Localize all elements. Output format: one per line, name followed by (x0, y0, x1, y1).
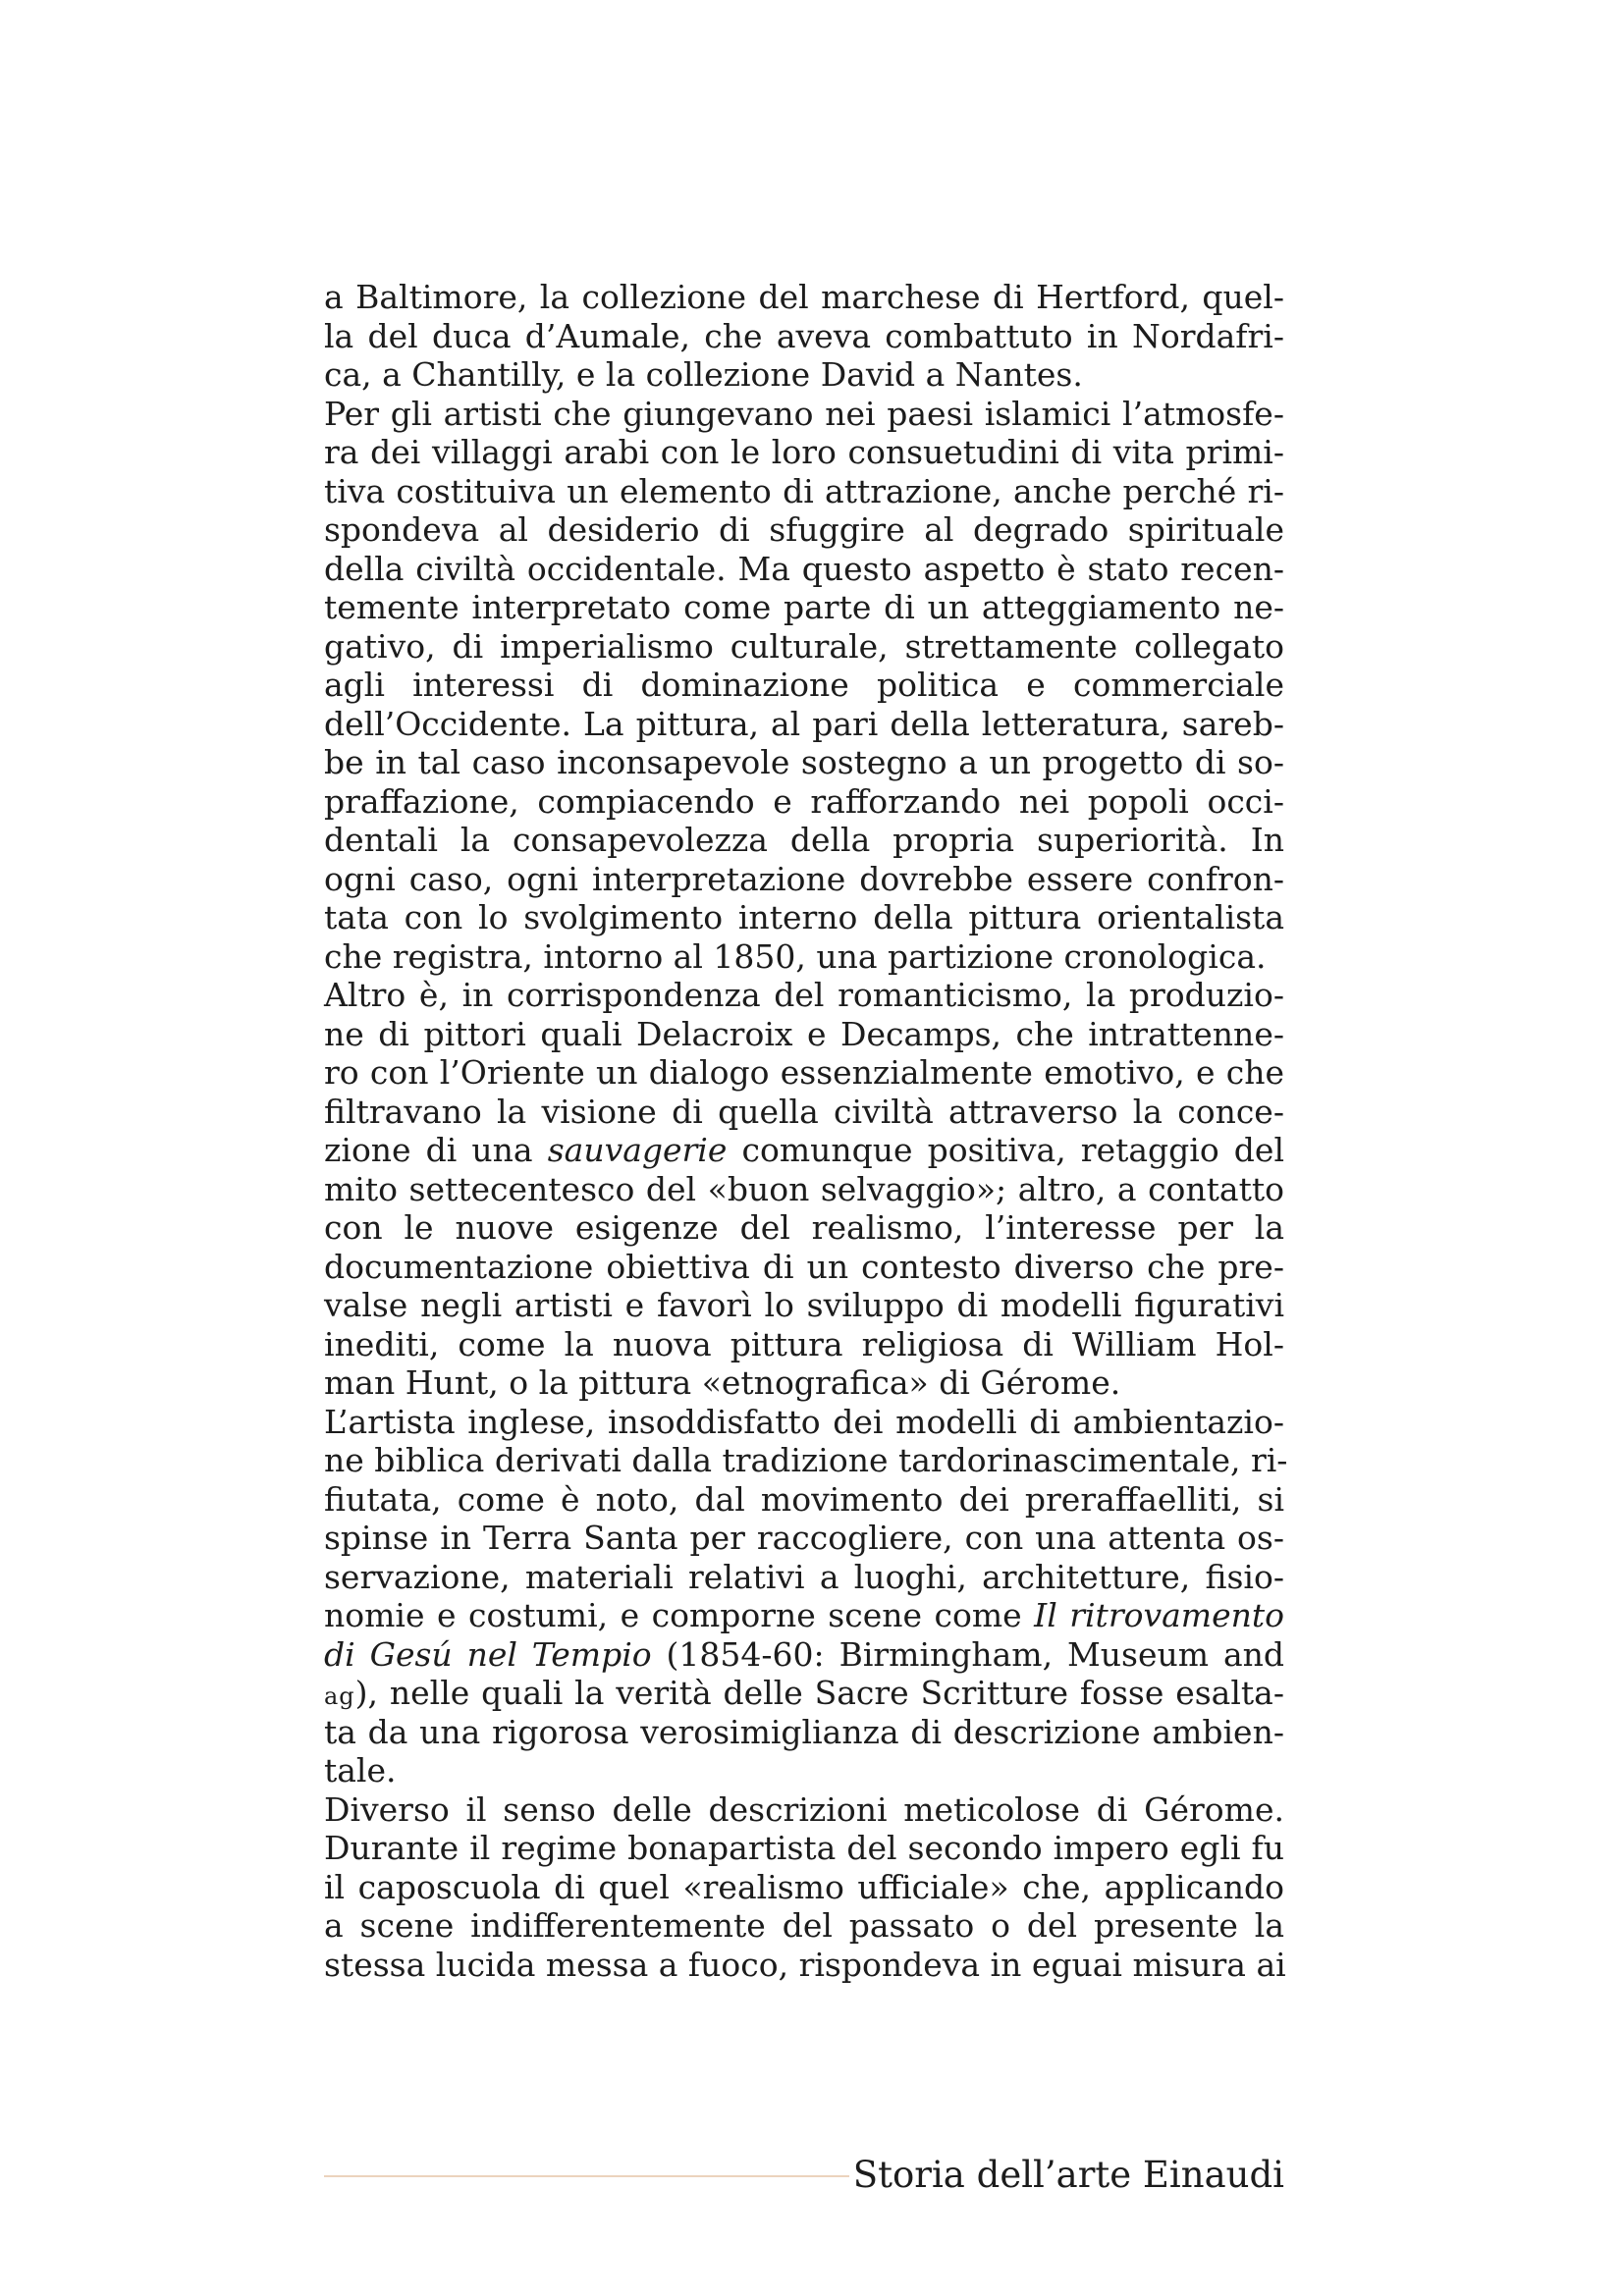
text-line: inediti, come la nuova pittura religiosa di William Hol- (324, 1324, 1284, 1363)
text-line: servazione, materiali relativi a luoghi, architetture, fisio- (324, 1557, 1284, 1596)
text-line: man Hunt, o la pittura «etnografica» di Gérome. (324, 1363, 1121, 1402)
text-line: Altro è, in corrispondenza del romanticismo, la produzio- (324, 976, 1284, 1014)
text-segment: comunque positiva, retaggio del (727, 1131, 1285, 1169)
text-line: documentazione obiettiva di un contesto diverso che pre- (324, 1247, 1284, 1286)
text-line: ro con l’Oriente un dialogo essenzialmente emotivo, e che (324, 1053, 1284, 1092)
text-line: Durante il regime bonapartista del secondo impero egli fu (324, 1829, 1284, 1867)
text-line: mito settecentesco del «buon selvaggio»; altro, a contatto (324, 1169, 1284, 1208)
text-line: tata con lo svolgimento interno della pittura orientalista (324, 898, 1284, 936)
text-line: ogni caso, ogni interpretazione dovrebbe essere confron- (324, 859, 1284, 898)
text-segment: nomie e costumi, e comporne scene come (324, 1596, 1035, 1634)
text-line: la del duca d’Aumale, che aveva combattuto in Nordafri- (324, 316, 1284, 355)
text-line: praffazione, compiacendo e rafforzando nei popoli occi- (324, 781, 1284, 821)
text-line: ca, a Chantilly, e la collezione David a Nantes. (324, 355, 1083, 394)
text-line: dell’Occidente. La pittura, al pari della letteratura, sareb- (324, 704, 1284, 743)
text-line: valse negli artisti e favorì lo sviluppo di modelli figurativi (324, 1286, 1284, 1324)
text-line: spinse in Terra Santa per raccogliere, con una attenta os- (324, 1519, 1284, 1557)
text-line: tale. (324, 1751, 397, 1789)
text-line (324, 1596, 1284, 1635)
text-line (324, 1674, 1284, 1713)
text-line: a Baltimore, la collezione del marchese di Hertford, quel- (324, 278, 1284, 316)
text-line: ra dei villaggi arabi con le loro consuetudini di vita primi- (324, 433, 1284, 471)
text-line: con le nuove esigenze del realismo, l’interesse per la (324, 1208, 1284, 1247)
italic-term: sauvagerie (547, 1131, 728, 1169)
page-footer (324, 2152, 1284, 2199)
text-line: L’artista inglese, insoddisfatto dei modelli di ambientazio- (324, 1402, 1284, 1441)
text-line: gativo, di imperialismo culturale, strettamente collegato (324, 626, 1284, 666)
text-line: della civiltà occidentale. Ma questo aspetto è stato recen- (324, 549, 1284, 588)
text-line (324, 1635, 1284, 1675)
artwork-title: Il ritrovamento (1034, 1596, 1284, 1634)
text-line: a scene indifferentemente del passato o del presente la (324, 1906, 1284, 1945)
body-text (324, 278, 1288, 1984)
text-segment: (1854-60: Birmingham, Museum and (651, 1634, 1284, 1674)
artwork-title: di Gesú nel Tempio (324, 1634, 652, 1674)
small-caps-abbr: ag (324, 1682, 355, 1710)
text-line: stessa lucida messa a fuoco, rispondeva in eguai misura ai (324, 1945, 1286, 1984)
text-line: spondeva al desiderio di sfuggire al degrado spirituale (324, 510, 1284, 549)
text-line: fiutata, come è noto, dal movimento dei preraffaelliti, si (324, 1479, 1284, 1519)
text-line: ne biblica derivati dalla tradizione tardorinascimentale, ri- (324, 1441, 1288, 1479)
text-line: tiva costituiva un elemento di attrazione, anche perché ri- (324, 471, 1284, 510)
text-line: filtravano la visione di quella civiltà attraverso la conce- (324, 1092, 1284, 1131)
text-line: ne di pittori quali Delacroix e Decamps, che intrattenne- (324, 1014, 1284, 1053)
text-line: il caposcuola di quel «realismo ufficiale» che, applicando (324, 1867, 1284, 1906)
text-line: temente interpretato come parte di un atteggiamento ne- (324, 588, 1284, 626)
text-line: dentali la consapevolezza della propria superiorità. In (324, 821, 1284, 859)
text-line: agli interessi di dominazione politica e commerciale (324, 666, 1284, 704)
text-line: be in tal caso inconsapevole sostegno a un progetto di so- (324, 743, 1284, 781)
text-segment: ), nelle quali la verità delle Sacre Scritture fosse esalta- (354, 1674, 1284, 1712)
text-line: Diverso il senso delle descrizioni meticolose di Gérome. (324, 1789, 1284, 1829)
footer-title: Storia dell’arte Einaudi (852, 2154, 1284, 2196)
text-line: ta da una rigorosa verosimiglianza di descrizione ambien- (324, 1712, 1284, 1751)
text-segment: zione di una (324, 1131, 548, 1169)
text-line (324, 1131, 1284, 1170)
text-line: che registra, intorno al 1850, una partizione cronologica. (324, 936, 1267, 976)
text-line: Per gli artisti che giungevano nei paesi islamici l’atmosfe- (324, 394, 1284, 433)
footer-rule (324, 2175, 849, 2177)
